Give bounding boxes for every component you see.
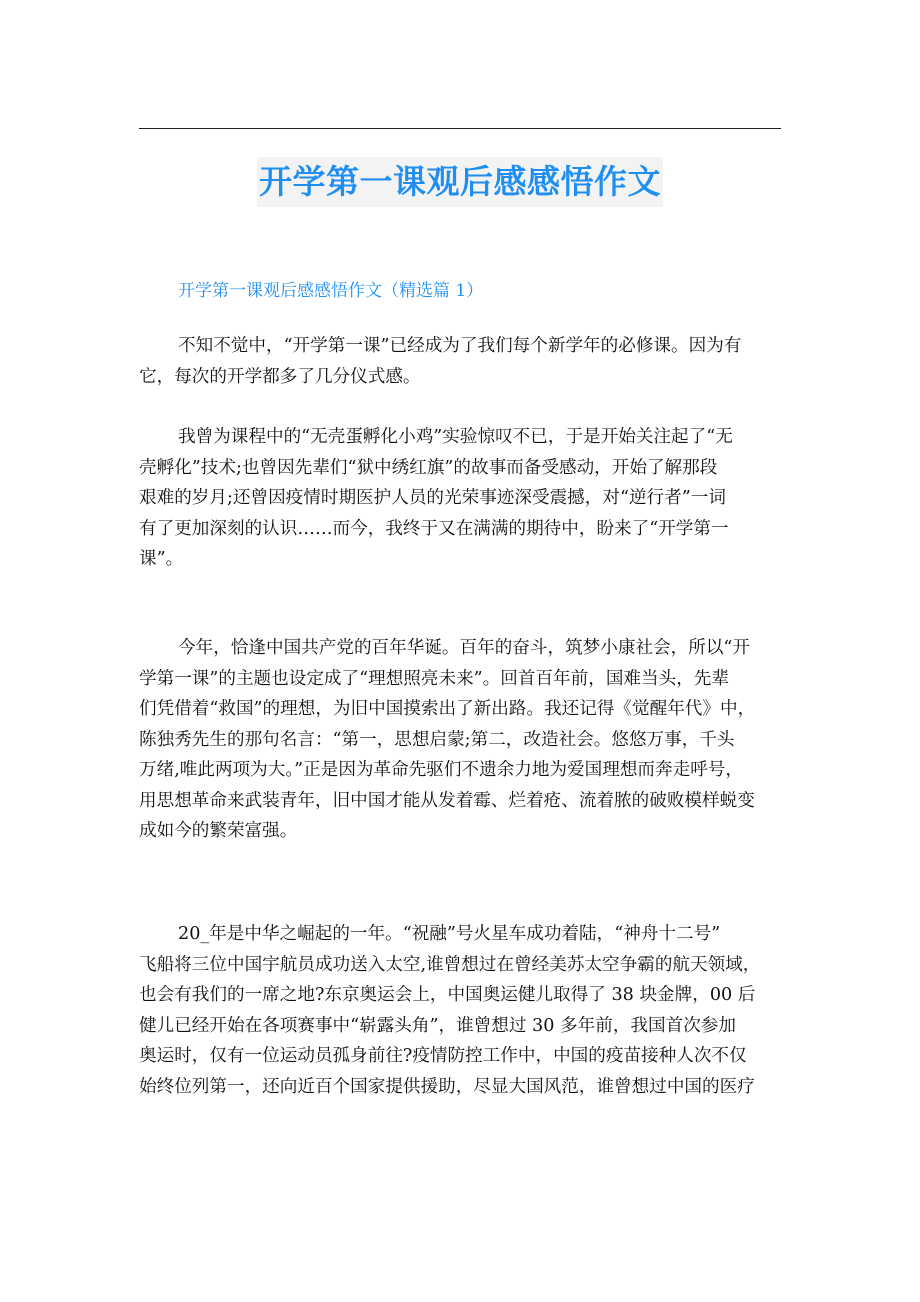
paragraph-line: 壳孵化”技术;也曾因先辈们“狱中绣红旗”的故事而备受感动，开始了解那段: [139, 457, 718, 478]
paragraph-1: [139, 331, 781, 392]
header-rule: [139, 128, 781, 129]
section-heading: 开学第一课观后感感悟作文（精选篇 1）: [178, 281, 484, 301]
paragraph-4: [139, 919, 781, 1102]
paragraph-3: [139, 633, 781, 847]
paragraph-line: 奥运时，仅有一位运动员孤身前往?疫情防控工作中，中国的疫苗接种人次不仅: [139, 1046, 747, 1066]
paragraph-line: 用思想革命来武装青年，旧中国才能从发着霉、烂着疮、流着脓的破败模样蜕变: [139, 790, 755, 811]
paragraph-line: 学第一课”的主题也设定成了“理想照亮未来”。回首百年前，国难当头，先辈: [139, 668, 729, 689]
paragraph-2: [139, 422, 781, 575]
paragraph-line: 有了更加深刻的认识……而今，我终于又在满满的期待中，盼来了“开学第一: [139, 518, 729, 539]
paragraph-line: 它，每次的开学都多了几分仪式感。: [139, 366, 421, 387]
document-title: 开学第一课观后感感悟作文: [257, 157, 663, 207]
paragraph-line: 艰难的岁月;还曾因疫情时期医护人员的光荣事迹深受震撼，对“逆行者”一词: [139, 488, 726, 508]
paragraph-line: 不知不觉中，“开学第一课”已经成为了我们每个新学年的必修课。因为有: [178, 336, 742, 356]
paragraph-line: 陈独秀先生的那句名言：“第一，思想启蒙;第二，改造社会。悠悠万事，千头: [139, 729, 735, 750]
paragraph-line: 课”。: [139, 549, 184, 569]
paragraph-line: 健儿已经开始在各项赛事中“崭露头角”，谁曾想过 30 多年前，我国首次参加: [139, 1015, 736, 1036]
paragraph-line: 成如今的繁荣富强。: [139, 821, 298, 841]
paragraph-line: 我曾为课程中的“无壳蛋孵化小鸡”实验惊叹不已，于是开始关注起了“无: [178, 427, 733, 447]
paragraph-line: 始终位列第一，还向近百个国家提供援助，尽显大国风范，谁曾想过中国的医疗: [139, 1076, 755, 1097]
paragraph-line: 们凭借着“救国”的理想，为旧中国摸索出了新出路。我还记得《觉醒年代》中，: [139, 699, 756, 719]
paragraph-line: 万绪,唯此两项为大。”正是因为革命先驱们不遗余力地为爱国理想而奔走呼号，: [139, 760, 743, 780]
paragraph-line: 今年，恰逢中国共产党的百年华诞。百年的奋斗，筑梦小康社会，所以“开: [178, 638, 750, 658]
paragraph-line: 飞船将三位中国宇航员成功送入太空,谁曾想过在曾经美苏太空争霸的航天领域，: [139, 954, 761, 975]
paragraph-line: 20_年是中华之崛起的一年。“祝融”号火星车成功着陆，“神舟十二号”: [178, 924, 721, 944]
title-container: [0, 157, 920, 207]
paragraph-line: 也会有我们的一席之地?东京奥运会上，中国奥运健儿取得了 38 块金牌，00 后: [139, 985, 756, 1005]
